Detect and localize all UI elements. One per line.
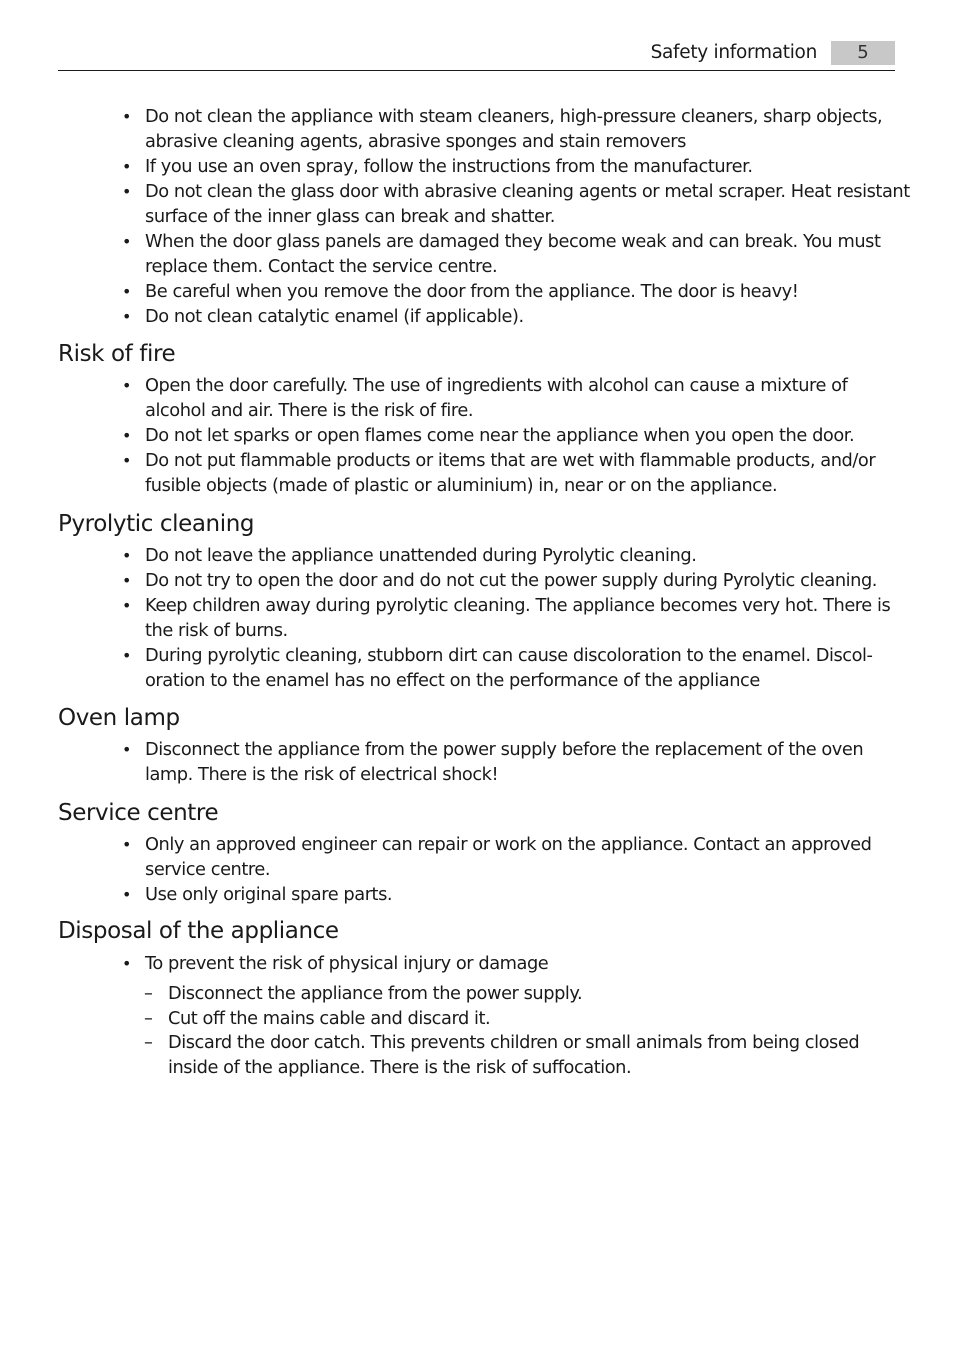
page-number: 5	[831, 41, 895, 65]
list-item	[58, 643, 898, 693]
disposal-list	[58, 951, 898, 976]
intro-list	[58, 104, 910, 329]
bullet-icon: •	[122, 157, 131, 176]
bullet-icon: •	[122, 571, 131, 590]
bullet-icon: •	[122, 282, 131, 301]
list-item-text: Do not put flammable products or items that are wet with flammable products, and/or	[145, 450, 876, 471]
page-content	[58, 104, 910, 1080]
fire-list	[58, 373, 898, 498]
list-item	[58, 229, 898, 279]
sub-list-item	[58, 1031, 898, 1080]
list-item-text: surface of the inner glass can break and shatter.	[145, 206, 555, 227]
bullet-icon: •	[122, 182, 131, 201]
pyro-list	[58, 543, 898, 693]
list-item-text: Use only original spare parts.	[145, 884, 393, 905]
page-header	[58, 38, 895, 71]
bullet-icon: •	[122, 885, 131, 904]
list-item	[58, 543, 898, 568]
dash-icon: –	[144, 983, 153, 1004]
sub-list-item-text: inside of the appliance. There is the risk of suffocation.	[168, 1056, 632, 1078]
bullet-icon: •	[122, 596, 131, 615]
list-item	[58, 154, 898, 179]
bullet-icon: •	[122, 307, 131, 326]
service-list	[58, 832, 898, 907]
sub-list-item	[58, 982, 898, 1007]
list-item-text: Do not leave the appliance unattended during Pyrolytic cleaning.	[145, 545, 697, 566]
section-title-fire: Risk of fire	[58, 341, 176, 367]
list-item-text: fusible objects (made of plastic or aluminium) in, near or on the appliance.	[145, 475, 778, 496]
list-item	[58, 593, 898, 643]
list-item	[58, 104, 898, 154]
list-item-text: Do not clean the glass door with abrasive cleaning agents or metal scraper. Heat resistant	[145, 181, 910, 202]
bullet-icon: •	[122, 426, 131, 445]
list-item	[58, 279, 898, 304]
bullet-icon: •	[122, 376, 131, 395]
bullet-icon: •	[122, 646, 131, 665]
list-item-text: Only an approved engineer can repair or work on the appliance. Contact an approved	[145, 834, 872, 855]
sub-list-item-text: Disconnect the appliance from the power supply.	[168, 983, 583, 1004]
list-item-text: oration to the enamel has no effect on the performance of the appliance	[145, 670, 760, 691]
section-title-lamp: Oven lamp	[58, 705, 180, 731]
list-item	[58, 304, 898, 329]
section-title-service: Service centre	[58, 800, 219, 826]
bullet-icon: •	[122, 546, 131, 565]
list-item-text: Open the door carefully. The use of ingredients with alcohol can cause a mixture of	[145, 375, 848, 396]
section-title-disposal: Disposal of the appliance	[58, 918, 339, 944]
bullet-icon: •	[122, 835, 131, 854]
list-item	[58, 832, 898, 882]
bullet-icon: •	[122, 740, 131, 759]
list-item	[58, 568, 898, 593]
list-item	[58, 179, 910, 229]
sub-list-item-text: Discard the door catch. This prevents children or small animals from being closed	[168, 1032, 860, 1053]
list-item-text: Be careful when you remove the door from the appliance. The door is heavy!	[145, 281, 799, 302]
list-item-text: the risk of burns.	[145, 620, 288, 641]
list-item-text: When the door glass panels are damaged they become weak and can break. You must	[145, 231, 881, 252]
bullet-icon: •	[122, 954, 131, 973]
list-item	[58, 882, 898, 907]
list-item-text: alcohol and air. There is the risk of fire.	[145, 400, 474, 421]
list-item-text: Do not clean catalytic enamel (if applicable).	[145, 306, 524, 327]
bullet-icon: •	[122, 451, 131, 470]
list-item-text: If you use an oven spray, follow the instructions from the manufacturer.	[145, 156, 753, 177]
section-title-pyro: Pyrolytic cleaning	[58, 511, 255, 537]
list-item-text: To prevent the risk of physical injury or damage	[145, 953, 549, 974]
list-item	[58, 448, 898, 498]
list-item-text: Keep children away during pyrolytic cleaning. The appliance becomes very hot. There is	[145, 595, 891, 616]
disposal-steps	[58, 982, 898, 1080]
list-item-text: Do not let sparks or open flames come near the appliance when you open the door.	[145, 425, 855, 446]
lamp-list	[58, 737, 898, 787]
bullet-icon: •	[122, 107, 131, 126]
dash-icon: –	[144, 1007, 153, 1029]
header-title: Safety information	[650, 42, 817, 63]
list-item-text: replace them. Contact the service centre.	[145, 256, 498, 277]
list-item-text: Do not try to open the door and do not cut the power supply during Pyrolytic cleaning.	[145, 570, 877, 591]
bullet-icon: •	[122, 232, 131, 251]
list-item-text: Do not clean the appliance with steam cleaners, high-pressure cleaners, sharp objects,	[145, 106, 883, 127]
list-item-text: abrasive cleaning agents, abrasive sponges and stain removers	[145, 131, 686, 152]
list-item-text: lamp. There is the risk of electrical shock!	[145, 764, 499, 785]
list-item	[58, 951, 898, 976]
list-item-text: During pyrolytic cleaning, stubborn dirt can cause discoloration to the enamel. Discol-	[145, 645, 873, 666]
list-item-text: service centre.	[145, 859, 271, 880]
sub-list-item-text: Cut off the mains cable and discard it.	[168, 1007, 491, 1029]
list-item	[58, 423, 898, 448]
sub-list-item	[58, 1007, 898, 1032]
dash-icon: –	[144, 1032, 153, 1053]
list-item	[58, 737, 898, 787]
list-item	[58, 373, 898, 423]
list-item-text: Disconnect the appliance from the power supply before the replacement of the oven	[145, 739, 864, 760]
